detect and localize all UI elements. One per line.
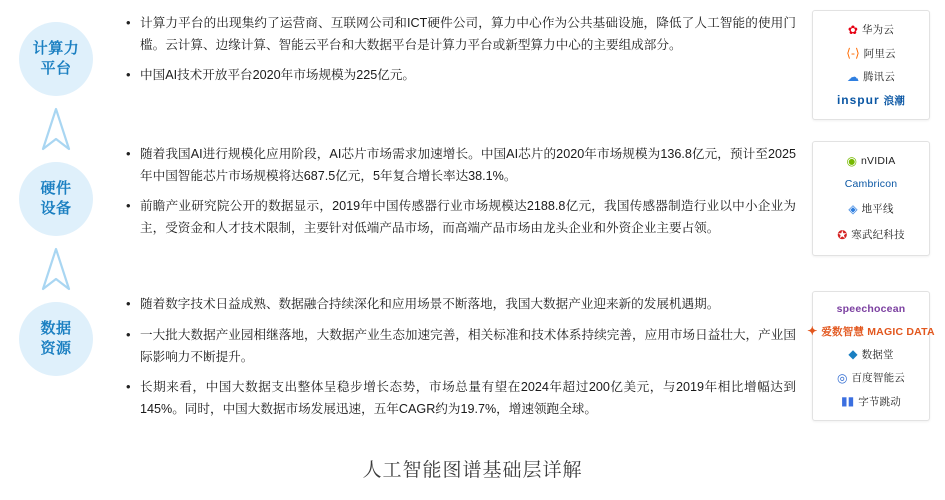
logo-hisilicon bbox=[819, 227, 923, 242]
rail-label-line2: 平台 bbox=[40, 60, 72, 77]
section-data-resource bbox=[112, 281, 945, 441]
logo-tencent-cloud bbox=[819, 69, 923, 84]
hisilicon-logo-icon: ✪ bbox=[837, 227, 848, 242]
logo-label: 百度智能云 bbox=[851, 372, 905, 385]
logo-label: nVIDIA bbox=[861, 154, 896, 167]
rail-label-line1: 硬件 bbox=[40, 179, 72, 197]
bullet-dot-icon: • bbox=[126, 67, 131, 83]
logo-label: 寒武纪科技 bbox=[851, 229, 905, 242]
rail-item-hardware-device[interactable] bbox=[19, 162, 93, 236]
page-title: 人工智能图谱基础层详解 bbox=[362, 460, 583, 481]
rail-label-line1: 数据 bbox=[40, 319, 72, 337]
bright-data-logo-icon: ◆ bbox=[848, 347, 858, 362]
logo-bright-data bbox=[819, 347, 923, 362]
list-item bbox=[118, 293, 796, 316]
tencent-cloud-logo-icon: ☁ bbox=[846, 69, 859, 84]
list-item bbox=[118, 12, 796, 56]
nvidia-logo-icon: ◉ bbox=[846, 153, 857, 168]
logo-bytedance bbox=[819, 394, 923, 409]
list-item bbox=[118, 324, 796, 368]
bullet-text: 中国AI技术开放平台2020年市场规模为225亿元。 bbox=[140, 68, 416, 83]
section-compute-platform bbox=[112, 0, 945, 131]
baidu-smart-cloud-logo-icon: ◎ bbox=[837, 370, 848, 385]
logo-cambricon bbox=[819, 178, 923, 190]
logo-nvidia bbox=[819, 155, 923, 167]
bullet-dot-icon: • bbox=[126, 198, 131, 214]
bullet-text: 一大批大数据产业园相继落地，大数据产业生态加速完善，相关标准和技术体系持续完善，应用市场日益壮大，产业国际影响力不断提升。 bbox=[140, 327, 796, 364]
bullet-dot-icon: • bbox=[126, 296, 131, 311]
arrow-up-icon bbox=[36, 107, 76, 151]
rail-label-line2: 资源 bbox=[40, 340, 72, 357]
alibaba-cloud-logo-icon: ⟨-⟩ bbox=[846, 46, 860, 61]
logo-label: 华为云 bbox=[861, 24, 895, 37]
logo-label: 浪潮 bbox=[883, 94, 906, 107]
rail-item-data-resource[interactable] bbox=[19, 302, 93, 376]
logo-inspur bbox=[819, 93, 923, 108]
logo-label: 数据堂 bbox=[861, 348, 894, 361]
huawei-logo-icon: ✿ bbox=[847, 22, 858, 37]
rail-label-line1: 计算力 bbox=[32, 39, 80, 57]
speechocean-logo-icon: speechocean bbox=[836, 303, 906, 316]
inspur-logo-icon: inspur bbox=[836, 93, 880, 108]
bullet-list bbox=[112, 0, 812, 131]
logo-speechocean bbox=[819, 303, 923, 315]
rail-item-compute-platform[interactable] bbox=[19, 22, 93, 96]
layer-rail bbox=[0, 0, 112, 450]
section-hardware-device bbox=[112, 131, 945, 281]
bullet-text: 随着我国AI进行规模化应用阶段，AI芯片市场需求加速增长。中国AI芯片的2020年市场规模为136.8亿元，预计至2025年中国智能芯片市场规模将达687.5亿元，5年复合增长率达38.1%。 bbox=[140, 147, 796, 184]
list-item bbox=[118, 376, 796, 420]
logo-card-compute-platform bbox=[812, 10, 930, 120]
logo-label: 阿里云 bbox=[863, 47, 896, 60]
logo-label: 地平线 bbox=[861, 203, 894, 216]
logo-huawei-cloud bbox=[819, 22, 923, 37]
bullet-text: 计算力平台的出现集约了运营商、互联网公司和ICT硬件公司，算力中心作为公共基础设施，降低了人工智能的使用门槛。云计算、边缘计算、智能云平台和大数据平台是计算力平台或新型算力中心的主要组成部分。 bbox=[140, 16, 796, 53]
bullet-list bbox=[112, 131, 812, 281]
logo-horizon-robotics bbox=[819, 201, 923, 216]
bullet-dot-icon: • bbox=[126, 15, 131, 30]
bullet-text: 长期来看，中国大数据支出整体呈稳步增长态势，市场总量有望在2024年超过200亿美元，与2019年相比增幅达到145%。同时，中国大数据市场发展迅速，五年CAGR约为19.7%，增速领跑全球。 bbox=[140, 379, 796, 416]
logo-card-data-resource bbox=[807, 291, 935, 421]
magic-data-logo-icon: ✦ bbox=[807, 324, 818, 339]
logo-label: 腾讯云 bbox=[862, 71, 896, 84]
bytedance-logo-icon: ▮▮ bbox=[840, 394, 855, 409]
bullet-text: 随着数字技术日益成熟、数据融合持续深化和应用场景不断落地，我国大数据产业迎来新的发展机遇期。 bbox=[140, 297, 720, 311]
arrow-up-icon bbox=[36, 247, 76, 291]
bullet-text: 前瞻产业研究院公开的数据显示，2019年中国传感器行业市场规模达2188.8亿元，我国传感器制造行业以中小企业为主，受资金和人才技术限制，主要针对低端产品市场，而高端产品市场由龙头企业和外资企业主要占领。 bbox=[140, 199, 796, 236]
bullet-dot-icon: • bbox=[126, 378, 131, 394]
logo-alibaba-cloud bbox=[819, 46, 923, 61]
rail-label-line2: 设备 bbox=[40, 200, 72, 217]
horizon-robotics-logo-icon: ◈ bbox=[848, 201, 858, 216]
cambricon-logo-icon: Cambricon bbox=[844, 177, 898, 190]
bullet-dot-icon: • bbox=[126, 146, 131, 161]
logo-label: 爱数智慧 MAGIC DATA bbox=[821, 325, 935, 338]
logo-card-hardware-device bbox=[812, 141, 930, 256]
list-item bbox=[118, 64, 796, 87]
list-item bbox=[118, 195, 796, 239]
logo-label: 字节跳动 bbox=[858, 395, 902, 408]
bullet-dot-icon: • bbox=[126, 326, 131, 342]
logo-magic-data bbox=[807, 324, 935, 339]
logo-baidu-smart-cloud bbox=[819, 370, 923, 385]
list-item bbox=[118, 143, 796, 187]
content-rows bbox=[112, 0, 945, 450]
bullet-list bbox=[112, 281, 812, 441]
